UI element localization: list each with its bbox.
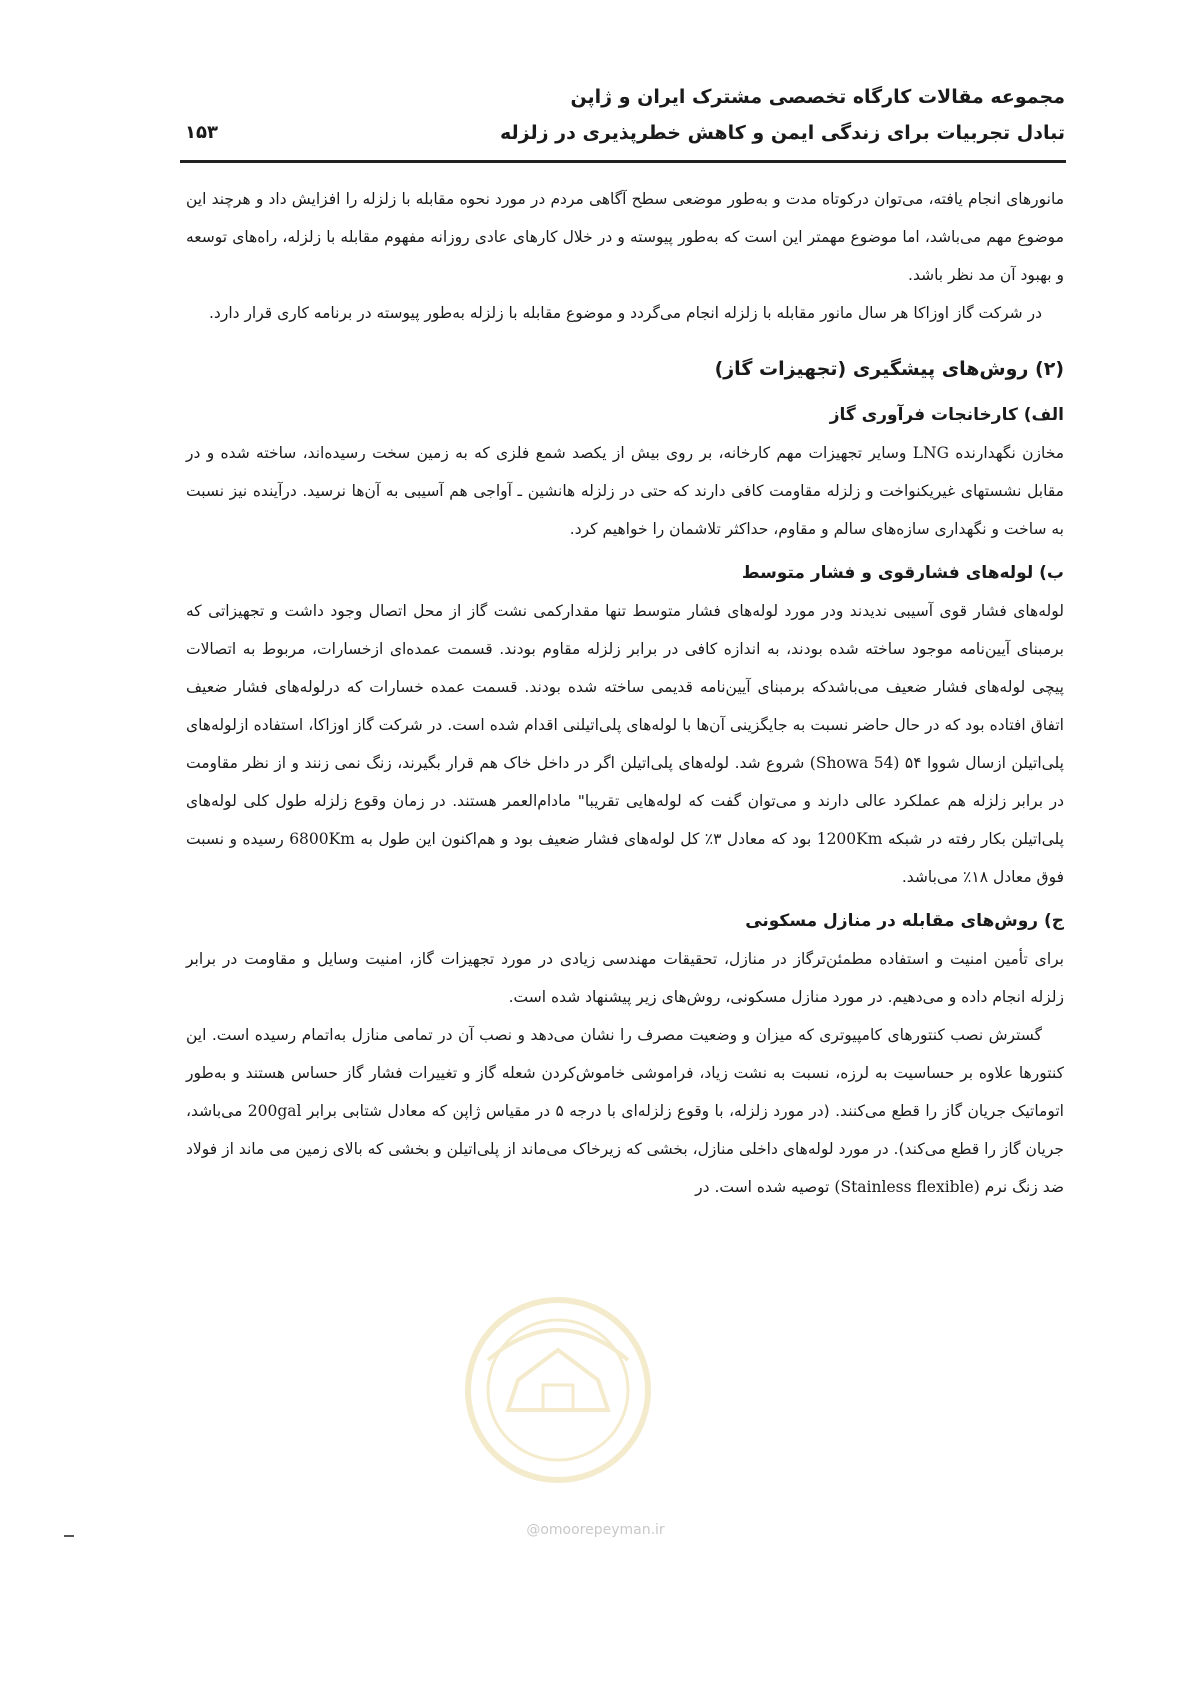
length-6800km: 6800Km [289, 830, 355, 848]
header-divider [180, 160, 1066, 163]
p3-text-a: مخازن نگهدارنده [955, 444, 1064, 462]
page-number: ۱۵۳ [185, 122, 218, 143]
paragraph-1: مانورهای انجام یافته، می‌توان درکوتاه مدت و به‌طور موضعی سطح آگاهی مردم در مورد نحوه مقابله با زلزله را افزایش داد و هرچند این موضوع مهم می‌باشد، اما موضوع مهمتر این است که به‌طور پیوسته و در خلال کارهای عادی روزانه مفهوم مقابله با زلزله، راه‌های توسعه و بهبود آن مد نظر باشد. [186, 190, 1064, 284]
p6-text-a: گسترش نصب کنتورهای کامپیوتری که میزان و وضعیت مصرف را نشان می‌دهد و نصب آن در تمامی منازل به‌اتمام رسیده است. این کنتورها علاوه بر حساسیت به لرزه، نسبت به نشت زیاد، فراموشی خاموش‌کردن شعله گاز و تغییرات فشار گاز حساس هستند و به‌طور اتوماتیک جریان گاز را قطع می‌کنند. (در مورد زلزله، با وقوع زلزله‌ای با درجه ۵ در مقیاس ژاپن که معادل شتابی برابر [186, 1026, 1064, 1120]
watermark-url: @omoorepeyman.ir [526, 1522, 665, 1538]
header-subtitle: تبادل تجربیات برای زندگی ایمن و کاهش خطرپذیری در زلزله [500, 122, 1065, 144]
showa-term: (Showa 54) [809, 754, 900, 772]
p6-text-b: می‌باشد، جریان گاز را قطع می‌کند). در مورد لوله‌های داخلی منازل، بخشی که زیرخاک می‌ماند از پلی‌اتیلن و بخشی که بالای زمین می ماند از فولاد ضد زنگ نرم [186, 1102, 1064, 1196]
p3-text-b: وسایر تجهیزات مهم کارخانه، بر روی بیش از یکصد شمع فلزی که به زمین سخت رسیده‌اند، ساخته شده و در مقابل نشستهای غیریکنواخت و زلزله مقاومت کافی دارند که حتی در زلزله هانشین ـ آواجی هم آسیبی به آن‌ها نرسید. درآینده نیز نسبت به ساخت و نگهداری سازه‌های سالم و مقاوم، حداکثر تلاشمان را خواهیم کرد. [186, 444, 1064, 538]
margin-mark [64, 1535, 74, 1537]
page-header [185, 78, 1065, 166]
paragraph-6 [186, 1016, 1064, 1206]
paragraph-5: برای تأمین امنیت و استفاده مطمئن‌ترگاز در منازل، تحقیقات مهندسی زیادی در مورد تجهیزات گاز، امنیت وسایل و مقاومت در برابر زلزله انجام داده و می‌دهیم. در مورد منازل مسکونی، روش‌های زیر پیشنهاد شده است. [186, 950, 1064, 1006]
header-title: مجموعه مقالات کارگاه تخصصی مشترک ایران و ژاپن [570, 86, 1065, 108]
body-text [186, 180, 1064, 1206]
subsection-a-heading: الف) کارخانجات فرآوری گاز [829, 405, 1064, 425]
section-2-heading: (۲) روش‌های پیشگیری (تجهیزات گاز) [714, 358, 1064, 380]
watermark-seal-icon [448, 1290, 668, 1490]
length-1200km: 1200Km [816, 830, 883, 848]
gal-term: 200gal [247, 1102, 302, 1120]
subsection-c-heading: ج) روش‌های مقابله در منازل مسکونی [745, 911, 1064, 931]
p4-text-c: بود که معادل ۳٪ کل لوله‌های فشار ضعیف بود و هم‌اکنون این طول به [360, 830, 812, 848]
p4-text-a: لوله‌های فشار قوی آسیبی ندیدند ودر مورد لوله‌های فشار متوسط تنها مقدارکمی نشت گاز از محل اتصال وجود داشت و تجهیزاتی که برمبنای آیین‌نامه موجود ساخته شده بودند، به اندازه کافی در برابر زلزله مقاوم بودند. قسمت عمده‌ای ازخسارات، مربوط به اتصالات پیچی لوله‌های فشار ضعیف می‌باشدکه برمبنای آیین‌نامه قدیمی ساخته شده بودند. قسمت عمده خسارات که درلوله‌های فشار ضعیف اتفاق افتاده بود که در حال حاضر نسبت به جایگزینی آن‌ها با لوله‌های پلی‌اتیلنی اقدام شده است. در شرکت گاز اوزاکا، استفاده ازلوله‌های پلی‌اتیلن ازسال شووا ۵۴ [186, 602, 1064, 772]
p6-text-c: توصیه شده است. در [695, 1178, 830, 1196]
stainless-term: (Stainless flexible) [834, 1178, 980, 1196]
paragraph-3 [186, 434, 1064, 548]
p4-text-b: شروع شد. لوله‌های پلی‌اتیلن اگر در داخل خاک هم قرار بگیرند، زنگ نمی زنند و از نظر مقاومت در برابر زلزله هم عملکرد عالی دارند و می‌توان گفت که لوله‌هایی تقریبا" مادام‌العمر هستند. در زمان وقوع زلزله طول کلی لوله‌های پلی‌اتیلن بکار رفته در شبکه [186, 754, 1064, 848]
p4-text-d: رسیده و نسبت فوق معادل ۱۸٪ می‌باشد. [186, 830, 1064, 886]
paragraph-2: در شرکت گاز اوزاکا هر سال مانور مقابله با زلزله انجام می‌گردد و موضوع مقابله با زلزله به‌طور پیوسته در برنامه کاری قرار دارد. [209, 304, 1042, 322]
paragraph-4 [186, 592, 1064, 896]
lng-term: LNG [912, 444, 949, 462]
subsection-b-heading: ب) لوله‌های فشارقوی و فشار متوسط [741, 563, 1064, 583]
